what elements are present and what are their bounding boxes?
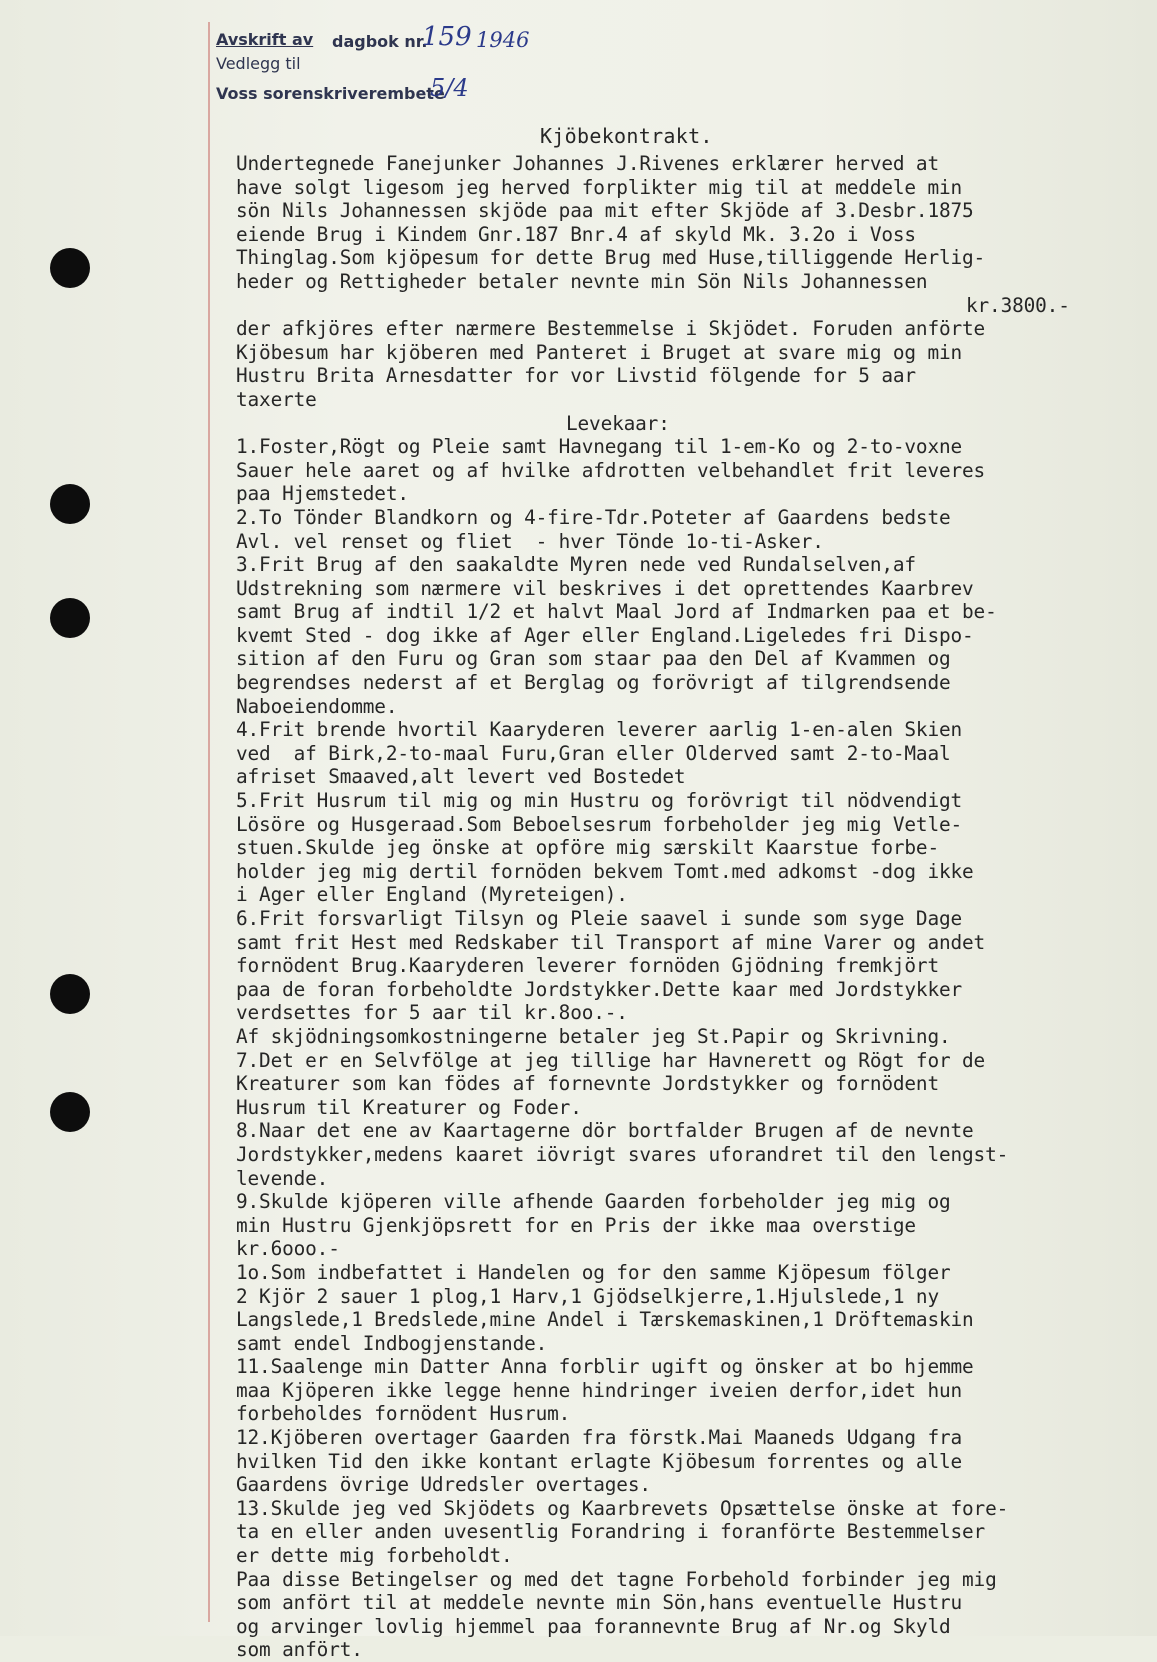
text-line: heder og Rettigheder betaler nevnte min Sön Nils Johannessen bbox=[236, 269, 928, 293]
text-line: som anfört. bbox=[236, 1638, 363, 1662]
punch-hole bbox=[50, 484, 90, 524]
text-line: 4.Frit brende hvortil Kaaryderen leverer aarlig 1-en-alen Skien bbox=[236, 718, 963, 742]
text-line: 6.Frit forsvarligt Tilsyn og Pleie saavel i sunde som syge Dage bbox=[236, 907, 963, 930]
text-line: Langslede,1 Bredslede,mine Andel i Tærskemaskinen,1 Dröftemaskin bbox=[236, 1308, 974, 1332]
text-line: ved af Birk,2-to-maal Furu,Gran eller Olderved samt 2-to-Maal bbox=[236, 741, 951, 765]
text-line: Af skjödningsomkostningerne betaler jeg St.Papir og Skrivning. bbox=[236, 1024, 951, 1048]
punch-hole bbox=[50, 974, 90, 1014]
text-line: er dette mig forbeholdt. bbox=[236, 1544, 513, 1568]
text-line: samt endel Indbogjenstande. bbox=[236, 1331, 548, 1355]
text-line: Sauer hele aaret og af hvilke afdrotten velbehandlet frit leveres bbox=[236, 458, 986, 482]
text-line: Husrum til Kreaturer og Foder. bbox=[236, 1095, 582, 1119]
text-line: paa Hjemstedet. bbox=[236, 482, 409, 506]
text-line: 2 Kjör 2 sauer 1 plog,1 Harv,1 Gjödselkjerre,1.Hjulslede,1 ny bbox=[236, 1284, 939, 1308]
text-line: Kreaturer som kan födes af fornevnte Jordstykker og fornödent bbox=[236, 1072, 939, 1096]
handwritten-dagbok-number: 159 bbox=[422, 22, 472, 52]
text-line: og arvinger lovlig hjemmel paa forannevnte Brug af Nr.og Skyld bbox=[236, 1614, 951, 1638]
text-line: levende. bbox=[236, 1166, 329, 1190]
stamp-line1: Avskrift av bbox=[216, 30, 314, 49]
text-line: 1o.Som indbefattet i Handelen og for den samme Kjöpesum fölger bbox=[236, 1260, 951, 1284]
text-line: afriset Smaaved,alt levert ved Bostedet bbox=[236, 765, 686, 789]
stamp-line2: Vedlegg til bbox=[216, 54, 301, 73]
text-line: sön Nils Johannessen skjöde paa mit efter Skjöde af 3.Desbr.1875 bbox=[236, 199, 974, 223]
text-line: 1.Foster,Rögt og Pleie samt Havnegang til 1-em-Ko og 2-to-voxne bbox=[236, 435, 963, 459]
text-line: Levekaar: bbox=[566, 411, 670, 435]
text-line: 3.Frit Brug af den saakaldte Myren nede ved Rundalselven,af bbox=[236, 553, 916, 577]
text-line: Undertegnede Fanejunker Johannes J.Rivenes erklærer herved at bbox=[236, 152, 939, 175]
text-line: eiende Brug i Kindem Gnr.187 Bnr.4 af skyld Mk. 3.2o i Voss bbox=[236, 222, 916, 246]
text-line: ta en eller anden uvesentlig Forandring i foranförte Bestemmelser bbox=[236, 1520, 986, 1544]
text-line: Udstrekning som nærmere vil beskrives i det oprettendes Kaarbrev bbox=[236, 576, 974, 600]
text-line: 9.Skulde kjöperen ville afhende Gaarden forbeholder jeg mig og bbox=[236, 1190, 951, 1214]
text-line: Hustru Brita Arnesdatter for vor Livstid fölgende for 5 aar bbox=[236, 364, 916, 388]
text-line: kr.3800.- bbox=[966, 293, 1070, 317]
text-line: stuen.Skulde jeg önske at opföre mig særskilt Kaarstue forbe- bbox=[236, 836, 939, 860]
text-line: have solgt ligesom jeg herved forplikter mig til at meddele min bbox=[236, 175, 963, 199]
text-line: 5.Frit Husrum til mig og min Hustru og forövrigt til nödvendigt bbox=[236, 789, 963, 813]
text-line: kvemt Sted - dog ikke af Ager eller England.Ligeledes fri Dispo- bbox=[236, 623, 974, 647]
text-line: 7.Det er en Selvfölge at jeg tillige har Havnerett og Rögt for de bbox=[236, 1048, 986, 1072]
document-body bbox=[236, 152, 1136, 1662]
text-line: som anfört til at meddele nevnte min Sön,hans eventuelle Hustru bbox=[236, 1591, 963, 1615]
handwritten-date: 5/4 bbox=[430, 74, 469, 102]
text-line: 11.Saalenge min Datter Anna forblir ugift og önsker at bo hjemme bbox=[236, 1355, 974, 1379]
punch-hole bbox=[50, 1092, 90, 1132]
text-line: forbeholdes fornödent Husrum. bbox=[236, 1402, 571, 1426]
text-line: holder jeg mig dertil fornöden bekvem Tomt.med adkomst -dog ikke bbox=[236, 859, 974, 883]
text-line: Paa disse Betingelser og med det tagne Forbehold forbinder jeg mig bbox=[236, 1567, 997, 1591]
text-line: 2.To Tönder Blandkorn og 4-fire-Tdr.Poteter af Gaardens bedste bbox=[236, 505, 951, 529]
text-line: sition af den Furu og Gran som staar paa den Del af Kvammen og bbox=[236, 647, 951, 671]
text-line: i Ager eller England (Myreteigen). bbox=[236, 883, 628, 907]
margin-line bbox=[208, 22, 210, 1622]
text-line: Jordstykker,medens kaaret iövrigt svares uforandret til den lengst- bbox=[236, 1142, 1009, 1166]
punch-hole bbox=[50, 598, 90, 638]
text-line: maa Kjöperen ikke legge henne hindringer iveien derfor,idet hun bbox=[236, 1378, 963, 1402]
text-line: Naboeiendomme. bbox=[236, 694, 398, 718]
stamp-dagbok-label: dagbok nr. bbox=[332, 32, 428, 51]
text-line: hvilken Tid den ikke kontant erlagte Kjöbesum forrentes og alle bbox=[236, 1449, 963, 1473]
text-line: Avl. vel renset og fliet - hver Tönde 1o-ti-Asker. bbox=[236, 529, 824, 553]
text-line: Kjöbesum har kjöberen med Panteret i Bruget at svare mig og min bbox=[236, 340, 963, 364]
archive-stamp bbox=[214, 24, 544, 114]
text-line: 8.Naar det ene av Kaartagerne dör bortfalder Brugen af de nevnte bbox=[236, 1119, 974, 1143]
text-line: begrendses nederst af et Berglag og forövrigt af tilgrendsende bbox=[236, 671, 951, 695]
text-line: der afkjöres efter nærmere Bestemmelse i Skjödet. Foruden anförte bbox=[236, 317, 986, 341]
text-line: taxerte bbox=[236, 387, 317, 411]
handwritten-year: 1946 bbox=[476, 28, 530, 52]
text-line: verdsettes for 5 aar til kr.8oo.-. bbox=[236, 1001, 628, 1025]
text-line: kr.6ooo.- bbox=[236, 1237, 340, 1261]
document-title: Kjöbekontrakt. bbox=[540, 124, 713, 148]
text-line: 13.Skulde jeg ved Skjödets og Kaarbrevets Opsættelse önske at fore- bbox=[236, 1496, 1009, 1520]
text-line: fornödent Brug.Kaaryderen leverer fornöden Gjödning fremkjört bbox=[236, 954, 939, 978]
text-line: Thinglag.Som kjöpesum for dette Brug med Huse,tilliggende Herlig- bbox=[236, 246, 986, 270]
text-line: 12.Kjöberen overtager Gaarden fra förstk.Mai Maaneds Udgang fra bbox=[236, 1426, 963, 1450]
text-line: samt Brug af indtil 1/2 et halvt Maal Jord af Indmarken paa et be- bbox=[236, 600, 997, 624]
text-line: Gaardens övrige Udredsler overtages. bbox=[236, 1473, 651, 1497]
text-line: Lösöre og Husgeraad.Som Beboelsesrum forbeholder jeg mig Vetle- bbox=[236, 812, 963, 836]
text-line: paa de foran forbeholdte Jordstykker.Dette kaar med Jordstykker bbox=[236, 977, 963, 1001]
text-line: samt frit Hest med Redskaber til Transport af mine Varer og andet bbox=[236, 930, 986, 954]
text-line: min Hustru Gjenkjöpsrett for en Pris der ikke maa overstige bbox=[236, 1213, 916, 1237]
punch-hole bbox=[50, 248, 90, 288]
stamp-office: Voss sorenskriverembete bbox=[216, 84, 445, 103]
